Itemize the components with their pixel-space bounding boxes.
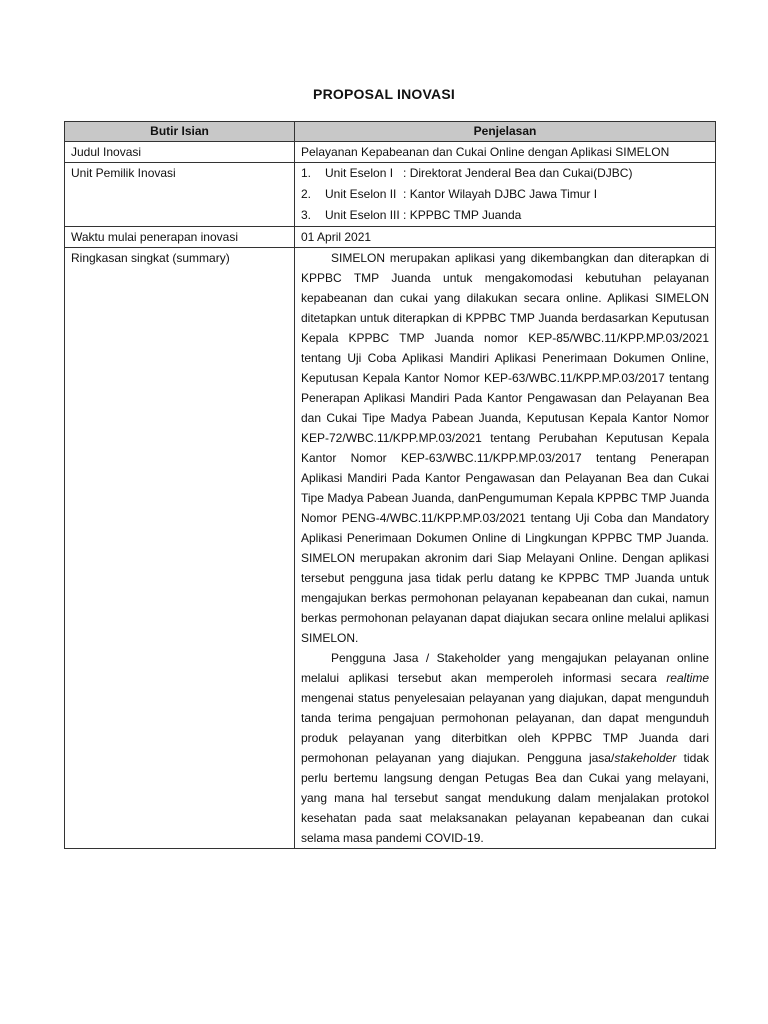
- waktu-label: Waktu mulai penerapan inovasi: [65, 227, 295, 248]
- table-row-unit: [65, 163, 716, 227]
- list-number: 1.: [301, 166, 312, 180]
- unit-label: Unit Pemilik Inovasi: [65, 163, 295, 227]
- table-row-waktu: [65, 227, 716, 248]
- table-header-row: [65, 122, 716, 142]
- list-text: Unit Eselon III : KPPBC TMP Juanda: [325, 208, 522, 222]
- waktu-value: 01 April 2021: [295, 227, 716, 248]
- list-item: [301, 184, 709, 205]
- header-butir-isian: Butir Isian: [65, 122, 295, 142]
- list-number: 2.: [301, 187, 312, 201]
- summary-paragraph-2: [301, 648, 709, 848]
- judul-label: Judul Inovasi: [65, 142, 295, 163]
- judul-value: Pelayanan Kepabeanan dan Cukai Online dengan Aplikasi SIMELON: [295, 142, 716, 163]
- ringkasan-value: [295, 248, 716, 849]
- proposal-table: [64, 121, 716, 849]
- summary-paragraph-1: SIMELON merupakan aplikasi yang dikembangkan dan diterapkan di KPPBC TMP Juanda untuk mengakomodasi kebutuhan pelayanan kepabeanan dan cukai yang dilakukan secara online. Aplikasi SIMELON ditetapkan untuk diterapkan di KPPBC TMP Juanda berdasarkan Keputusan Kepala KPPBC TMP Juanda nomor KEP-85/WBC.11/KPP.MP.03/2021 tentang Uji Coba Aplikasi Mandiri Aplikasi Penerimaan Dokumen Online, Keputusan Kepala Kantor Nomor KEP-63/WBC.11/KPP.MP.03/2017 tentang Penerapan Aplikasi Mandiri Pada Kantor Pengawasan dan Pelayanan Bea dan Cukai Tipe Madya Pabean Juanda, Keputusan Kepala Kantor Nomor KEP-72/WBC.11/KPP.MP.03/2021 tentang Perubahan Keputusan Kepala Kantor Nomor KEP-63/WBC.11/KPP.MP.03/2017 tentang Penerapan Aplikasi Mandiri Pada Kantor Pengawasan dan Pelayanan Bea dan Cukai Tipe Madya Pabean Juanda, danPengumuman Kepala KPPBC TMP Juanda Nomor PENG-4/WBC.11/KPP.MP.03/2021 tentang Uji Coba dan Mandatory Aplikasi Penerimaan Dokumen Online di Lingkungan KPPBC TMP Juanda. SIMELON merupakan akronim dari Siap Melayani Online. Dengan aplikasi tersebut pengguna jasa tidak perlu datang ke KPPBC TMP Juanda untuk mengajukan berkas permohonan pelayanan kepabeanan dan cukai, namun berkas permohonan pelayanan dapat diajukan secara online melalui aplikasi SIMELON.: [301, 251, 709, 645]
- list-text: Unit Eselon II : Kantor Wilayah DJBC Jawa Timur I: [325, 187, 598, 201]
- summary-text: tidak perlu bertemu langsung dengan Petugas Bea dan Cukai yang melayani, yang mana hal tersebut sangat mendukung dalam menjalakan protokol kesehatan pada saat melaksanakan pelayanan kepabeanan dan cukai selama masa pandemi COVID-19.: [301, 751, 710, 845]
- page-title: PROPOSAL INOVASI: [313, 86, 455, 102]
- list-text: Unit Eselon I : Direktorat Jenderal Bea dan Cukai(DJBC): [325, 166, 633, 180]
- list-number: 3.: [301, 208, 312, 222]
- unit-value: [295, 163, 716, 227]
- table-row-judul: [65, 142, 716, 163]
- ringkasan-label: Ringkasan singkat (summary): [65, 248, 295, 849]
- summary-text: Pengguna Jasa / Stakeholder yang mengajukan pelayanan online melalui aplikasi tersebut akan memperoleh informasi secara: [301, 651, 709, 685]
- list-item: [301, 163, 709, 184]
- summary-italic-term: stakeholder: [614, 751, 677, 765]
- summary-text: mengenai status penyelesaian pelayanan yang diajukan, dapat mengunduh tanda terima pengajuan permohonan pelayanan, dan dapat mengunduh produk pelayanan yang diterbitkan oleh KPPBC TMP Juanda dari permohonan pelayanan yang diajukan. Pengguna jasa/: [301, 691, 709, 765]
- unit-list: [301, 163, 709, 226]
- table-row-ringkasan: [65, 248, 716, 849]
- header-penjelasan: Penjelasan: [295, 122, 716, 142]
- summary-italic-term: realtime: [666, 671, 709, 685]
- list-item: [301, 205, 709, 226]
